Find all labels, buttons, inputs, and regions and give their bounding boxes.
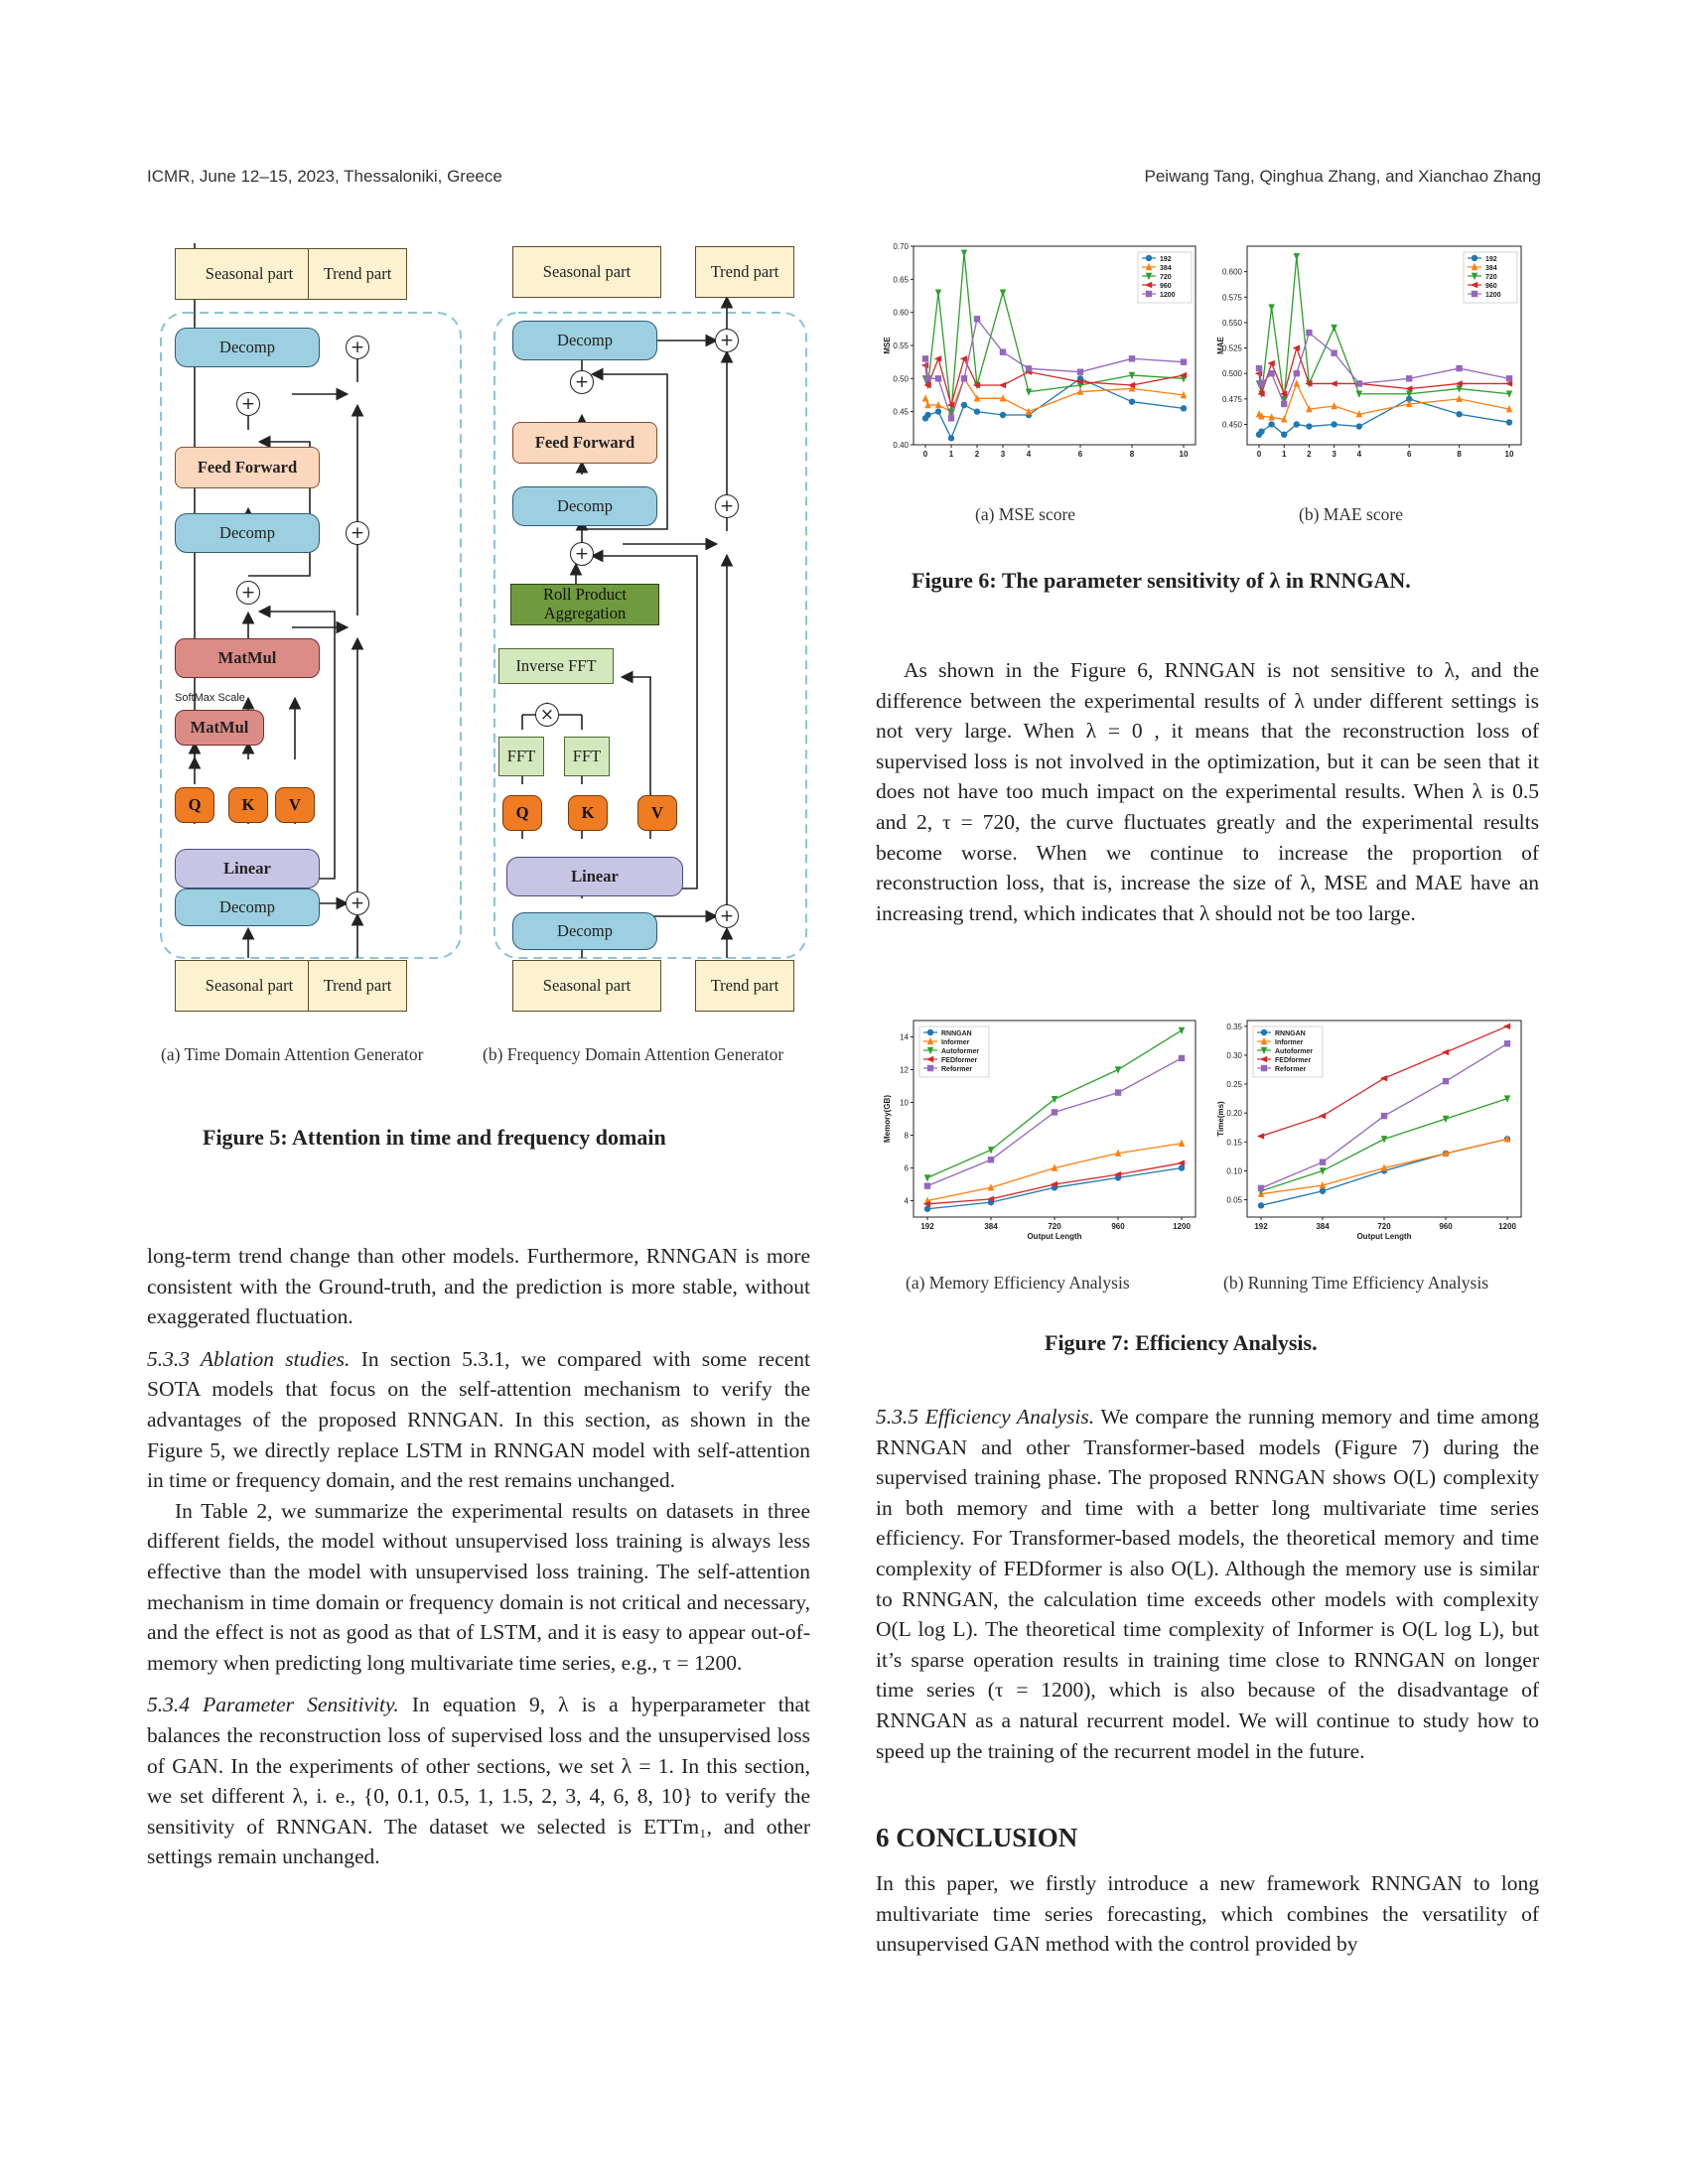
paragraph-trend: long-term trend change than other models. Furthermore, RNNGAN is more consistent with the Ground-truth, and the prediction is more stable, without exaggerated fluctuation. [147,1244,810,1329]
data-point [1406,375,1412,381]
right-decomp-bottom: Decomp [512,912,657,950]
y-axis-label: Memory(GB) [883,1094,892,1144]
data-point [1331,421,1336,427]
legend-label: 1200 [1485,292,1501,299]
x-axis-label: Output Length [1027,1232,1082,1241]
data-point [1281,432,1287,438]
figure7-memory-chart [874,1013,1203,1251]
figure5-title: Figure 5: Attention in time and frequency domain [203,1125,666,1150]
data-point [1506,419,1512,425]
x-tick-label: 2 [974,450,980,459]
paragraph-table2: In Table 2, we summarize the experimental results on datasets in three different fields, the model without unsupervised loss training is always less effective than the model with unsupervised loss training. The self-attention mechanism in time domain or frequency domain is not critical and necessary, and the effect is not as good as that of LSTM, and it is easy to appear out-of-memory when predicting long multivariate time series, e.g., τ = 1200. [147,1498,810,1675]
data-point [1443,1078,1449,1084]
data-point [924,1182,930,1188]
y-tick-label: 0.20 [1226,1109,1242,1119]
data-point [1356,423,1362,429]
y-tick-label: 14 [900,1032,909,1042]
left-column-text [147,1241,810,1872]
left-add-ffn: + [236,392,260,416]
legend-label: 960 [1485,283,1497,290]
left-feed-forward: Feed Forward [175,447,320,488]
legend-label: RNNGAN [941,1030,972,1037]
data-point [1306,423,1312,429]
data-point [1320,1188,1326,1194]
legend-marker [927,1029,933,1035]
x-tick-label: 1 [948,450,954,459]
x-tick-label: 3 [1000,450,1006,459]
paragraph-fig6-discussion: As shown in the Figure 6, RNNGAN is not sensitive to λ, and the difference between the experimental results of λ under different settings is not very large. When λ = 0 , it means that the reconstruction loss of supervised loss is not involved in the optimization, but it can be seen that it does not have too much impact on the experimental results. When λ is 0.5 and 2, τ = 720, the curve fluctuates greatly and the experimental results become worse. When we continue to increase the proportion of reconstruction loss, that is, increase the size of λ, MSE and MAE have an increasing trend, which indicates that λ should not be too large. [876,658,1539,925]
fig5-subcaption-b: (b) Frequency Domain Attention Generator [483,1044,784,1064]
y-tick-label: 6 [904,1163,909,1173]
right-decomp-mid: Decomp [512,486,657,526]
figure7-time-chart [1201,1013,1529,1251]
data-point [1356,380,1362,386]
x-tick-label: 0 [922,450,928,459]
data-point [1026,365,1032,371]
x-tick-label: 960 [1111,1222,1125,1231]
y-axis-label: MSE [883,337,892,354]
figure6-mae-chart [1201,238,1529,467]
y-tick-label: 0.50 [893,374,909,384]
data-point [1115,1089,1121,1095]
data-point [1179,1055,1185,1061]
data-point [1256,365,1262,371]
softmax-scale-label: SoftMax Scale [175,692,245,704]
inverse-fft: Inverse FFT [498,648,614,684]
x-tick-label: 10 [1179,450,1189,459]
y-tick-label: 0.45 [893,407,909,417]
data-point [935,408,941,414]
legend-marker [1261,1065,1267,1071]
x-tick-label: 6 [1077,450,1083,459]
y-tick-label: 0.550 [1221,318,1242,328]
x-tick-label: 4 [1356,450,1362,459]
x-tick-label: 960 [1439,1222,1453,1231]
data-point [1258,428,1264,434]
fig7-subcaption-b: (b) Running Time Efficiency Analysis [1223,1273,1489,1293]
data-point [1504,1040,1510,1046]
y-tick-label: 0.05 [1226,1195,1242,1205]
data-point [1331,349,1336,355]
section-6-heading: 6 CONCLUSION [876,1823,1078,1852]
section-6-body: In this paper, we firstly introduce a new framework RNNGAN to long multivariate time series forecasting, which combines the versatility of unsupervised GAN method with the control provided by [876,1871,1539,1957]
x-tick-label: 6 [1406,450,1412,459]
y-tick-label: 0.65 [893,275,909,285]
data-point [1306,330,1312,336]
data-point [1381,1113,1387,1119]
right-trend-part-top: Trend part [695,246,794,298]
legend-label: 960 [1160,283,1172,290]
legend-label: FEDformer [1275,1057,1312,1064]
section-5-3-3-body: In section 5.3.1, we compared with some recent SOTA models that focus on the self-attention mechanism to verify the advantages of the proposed RNNGAN. In this section, as shown in the Figure 5, we directly replace LSTM in RNNGAN model with self-attention in time or frequency domain, and the rest remains unchanged. [147,1346,811,1493]
fig5-subcaption-a: (a) Time Domain Attention Generator [161,1044,424,1064]
data-point [961,375,967,381]
left-add-bottom: + [346,891,369,915]
fig6-subcaption-b: (b) MAE score [1299,504,1403,524]
y-tick-label: 0.55 [893,341,909,350]
right-seasonal-part-top: Seasonal part [512,246,661,298]
left-seasonal-part-bottom: Seasonal part [175,960,324,1012]
x-tick-label: 1 [1281,450,1287,459]
roll-product-aggregation: Roll Product Aggregation [510,584,659,625]
y-tick-label: 0.600 [1221,267,1242,277]
y-tick-label: 0.40 [893,441,909,450]
data-point [922,355,928,361]
y-axis-label: MAE [1216,337,1225,354]
x-axis-label: Output Length [1356,1232,1412,1241]
data-point [924,412,930,418]
fig7-subcaption-a: (a) Memory Efficiency Analysis [906,1273,1130,1293]
data-point [1320,1159,1326,1164]
data-point [1281,401,1287,407]
legend-label: 384 [1160,265,1172,272]
section-5-3-4 [147,1690,810,1872]
data-point [1000,412,1006,418]
legend-marker [1472,291,1477,297]
x-tick-label: 8 [1457,450,1462,459]
y-tick-label: 0.450 [1221,420,1242,430]
y-tick-label: 8 [904,1131,909,1141]
figure6-title: Figure 6: The parameter sensitivity of λ in RNNGAN. [912,568,1411,593]
left-decomp-bottom: Decomp [175,888,320,926]
legend-label: 720 [1160,274,1172,281]
right-column-upper-text [876,655,1539,928]
y-tick-label: 10 [900,1098,909,1108]
running-header-left: ICMR, June 12–15, 2023, Thessaloniki, Greece [147,167,502,186]
data-point [974,408,980,414]
x-tick-label: 384 [1316,1222,1330,1231]
x-tick-label: 3 [1332,450,1336,459]
right-add-ffn: + [570,370,594,394]
left-v-box: V [275,787,315,823]
left-matmul-top: MatMul [175,638,320,678]
right-k-box: K [568,795,608,831]
legend-label: FEDformer [941,1057,978,1064]
right-add-agg: + [570,542,594,566]
y-tick-label: 0.35 [1226,1022,1242,1031]
left-add-top: + [346,336,369,359]
left-seasonal-part-top: Seasonal part [175,248,324,300]
legend-label: 192 [1485,256,1497,263]
legend-label: Reformer [1275,1066,1307,1073]
figure6-mse-chart [874,238,1203,467]
right-decomp-top: Decomp [512,321,657,360]
data-point [961,402,967,408]
left-trend-part-bottom: Trend part [308,960,407,1012]
right-trend-part-bottom: Trend part [695,960,794,1012]
y-axis-label: Time(ms) [1216,1101,1225,1137]
legend-label: Informer [941,1039,970,1046]
right-add-top: + [715,329,739,352]
legend-label: Reformer [941,1066,973,1073]
data-point [1506,375,1512,381]
data-point [1294,421,1300,427]
x-tick-label: 1200 [1498,1222,1516,1231]
right-feed-forward: Feed Forward [512,422,657,464]
data-point [1129,355,1135,361]
section-5-3-5-heading: 5.3.5 Efficiency Analysis. [876,1405,1095,1429]
legend-label: RNNGAN [1275,1030,1306,1037]
legend-label: Autoformer [1275,1048,1314,1055]
section-5-3-3-heading: 5.3.3 Ablation studies. [147,1346,351,1371]
left-linear: Linear [175,849,320,888]
legend-marker [1146,291,1152,297]
data-point [948,415,954,421]
x-tick-label: 0 [1256,450,1262,459]
section-5-3-5 [876,1402,1539,1766]
legend-label: Autoformer [941,1048,980,1055]
data-point [1258,1185,1264,1191]
data-point [1181,405,1187,411]
fig6-subcaption-a: (a) MSE score [975,504,1076,524]
left-decomp-top: Decomp [175,328,320,367]
data-point [1456,365,1462,371]
figure5-diagram [149,243,824,1087]
x-tick-label: 720 [1377,1222,1391,1231]
data-point [1129,398,1135,404]
figure7-title: Figure 7: Efficiency Analysis. [1045,1330,1318,1355]
left-q-box: Q [175,787,214,823]
left-k-box: K [228,787,268,823]
section-5-3-4-heading: 5.3.4 Parameter Sensitivity. [147,1693,399,1717]
legend-marker [1146,255,1152,261]
y-tick-label: 0.70 [893,242,909,251]
fft-k: FFT [564,737,610,776]
data-point [988,1157,994,1162]
y-tick-label: 0.10 [1226,1166,1242,1176]
data-point [974,316,980,322]
section-5-3-4-body: In equation 9, λ is a hyperparameter that balances the reconstruction loss of supervised loss and the unsupervised loss of GAN. In the experiments of other sections, we set λ = 1. In this section, we set different λ, i. e., {0, 0.1, 0.5, 1, 1.5, 2, 3, 4, 6, 8, 10} to verify the sensitivity of RNNGAN. The dataset we selected is ETTm₁, and other settings remain unchanged. [147,1693,810,1869]
data-point [924,375,930,381]
data-point [1077,368,1083,374]
right-v-box: V [637,795,677,831]
right-add-mid: + [715,494,739,518]
right-linear: Linear [506,857,683,896]
left-trend-part-top: Trend part [308,248,407,300]
y-tick-label: 4 [904,1196,909,1206]
x-tick-label: 720 [1048,1222,1061,1231]
data-point [1000,348,1006,354]
left-add-attn: + [236,581,260,605]
multiply-op: × [535,703,559,727]
data-point [1268,421,1274,427]
legend-label: 720 [1485,274,1497,281]
x-tick-label: 1200 [1173,1222,1191,1231]
left-add-mid: + [346,521,369,545]
y-tick-label: 0.60 [893,308,909,318]
data-point [935,375,941,381]
legend-label: 384 [1485,265,1497,272]
data-point [1181,358,1187,364]
y-tick-label: 0.475 [1221,394,1242,404]
data-point [1268,370,1274,376]
fft-q: FFT [498,737,544,776]
x-tick-label: 384 [984,1222,998,1231]
x-tick-label: 10 [1504,450,1514,459]
x-tick-label: 192 [920,1222,934,1231]
data-point [1294,370,1300,376]
legend-marker [1472,255,1477,261]
section-6-body-wrap [876,1868,1539,1960]
data-point [1052,1109,1057,1115]
right-q-box: Q [502,795,542,831]
y-tick-label: 0.500 [1221,369,1242,379]
x-tick-label: 8 [1129,450,1135,459]
legend-marker [1261,1029,1267,1035]
legend-label: Informer [1275,1039,1304,1046]
section-5-3-5-body: We compare the running memory and time among RNNGAN and other Transformer-based models (Figure 7) during the supervised training phase. The proposed RNNGAN shows O(L) complexity in both memory and time with a better long multivariate time series efficiency. For Transformer-based models, the theoretical memory and time complexity of FEDformer is also O(L). Although the memory use is similar to RNNGAN, the calculation time exceeds other models with complexity O(L log L). The theoretical time complexity of Informer is O(L log L), but it’s sparse operation results in training time close to RNNGAN on longer time series (τ = 1200), which is also because of the disadvantage of RNNGAN as a natural recurrent model. We will continue to study how to speed up the training of the recurrent model in the future. [876,1405,1539,1763]
data-point [1456,411,1462,417]
x-tick-label: 4 [1026,450,1032,459]
x-tick-label: 192 [1254,1222,1268,1231]
y-tick-label: 0.575 [1221,293,1242,303]
running-header-right: Peiwang Tang, Qinghua Zhang, and Xianchao Zhang [1144,167,1541,186]
data-point [948,435,954,441]
data-point [1258,1202,1264,1208]
legend-label: 1200 [1160,292,1176,299]
legend-marker [927,1065,933,1071]
data-point [1258,380,1264,386]
legend-label: 192 [1160,256,1172,263]
y-tick-label: 0.30 [1226,1050,1242,1060]
left-decomp-mid: Decomp [175,513,320,553]
left-matmul-bottom: MatMul [175,710,264,746]
y-tick-label: 12 [900,1065,909,1075]
right-add-bottom: + [715,904,739,928]
y-tick-label: 0.25 [1226,1080,1242,1090]
section-5-3-3 [147,1344,810,1496]
y-tick-label: 0.15 [1226,1138,1242,1148]
right-column-lower-text [876,1402,1539,1766]
x-tick-label: 2 [1307,450,1312,459]
y-tick-label: 0.525 [1221,343,1242,353]
right-seasonal-part-bottom: Seasonal part [512,960,661,1012]
